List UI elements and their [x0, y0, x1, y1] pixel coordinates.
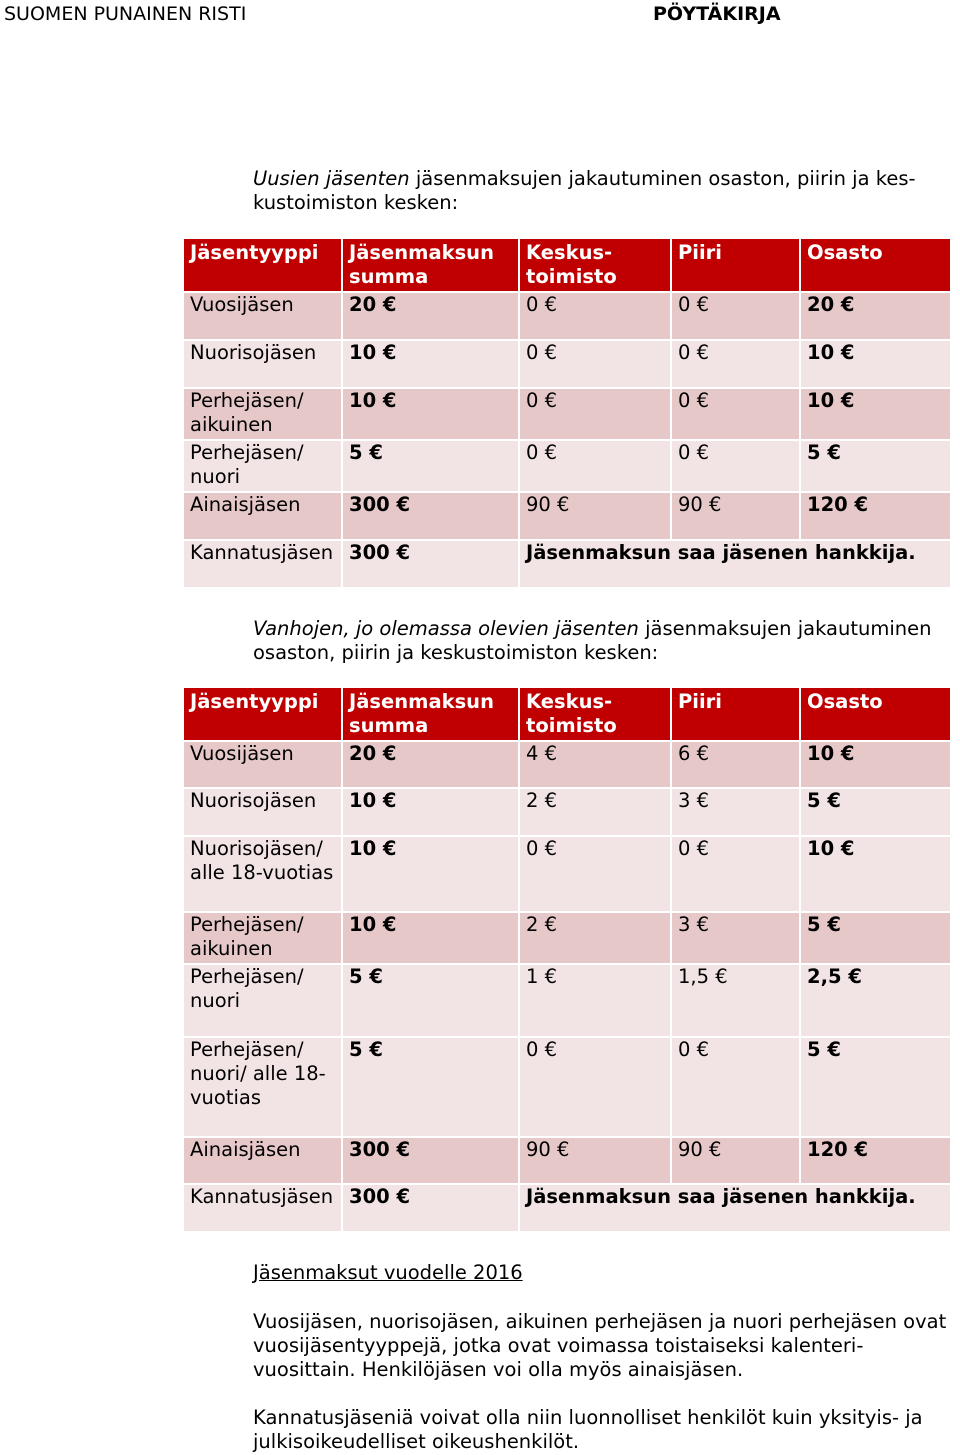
branch-share: 10 € — [801, 341, 950, 387]
district-share: 0 € — [672, 1038, 799, 1136]
fee-sum: 20 € — [343, 742, 518, 787]
table-row — [184, 389, 950, 439]
member-type: Perhejäsen/ aikuinen — [184, 913, 341, 963]
organization-name: SUOMEN PUNAINEN RISTI — [4, 3, 247, 25]
branch-share: 10 € — [801, 389, 950, 439]
district-share: 3 € — [672, 913, 799, 963]
district-share: 1,5 € — [672, 965, 799, 1036]
fee-sum: 10 € — [343, 389, 518, 439]
central-office-share: 2 € — [520, 913, 670, 963]
central-office-share: 0 € — [520, 341, 670, 387]
section2-intro-text: jäsenmaksujen jakautuminen osaston, piirin ja keskustoimiston kesken: — [253, 617, 932, 664]
existing-members-fee-table — [182, 686, 952, 1233]
document-type: PÖYTÄKIRJA — [653, 3, 781, 25]
table-row — [184, 1038, 950, 1136]
section2-intro — [253, 617, 953, 665]
section1-intro — [253, 167, 943, 215]
fee-sum: 5 € — [343, 1038, 518, 1136]
member-type: Ainaisjäsen — [184, 1138, 341, 1183]
fee-sum: 10 € — [343, 341, 518, 387]
district-share: 90 € — [672, 1138, 799, 1183]
fee-sum: 20 € — [343, 293, 518, 339]
member-type: Ainaisjäsen — [184, 493, 341, 539]
column-header: Osasto — [801, 688, 950, 740]
table-row — [184, 341, 950, 387]
central-office-share: 0 € — [520, 1038, 670, 1136]
column-header: Piiri — [672, 688, 799, 740]
fee-sum: 10 € — [343, 837, 518, 911]
member-type: Nuorisojäsen — [184, 341, 341, 387]
section2-intro-italic: Vanhojen, jo olemassa olevien jäsenten — [253, 617, 639, 640]
member-type: Vuosijäsen — [184, 293, 341, 339]
section1-intro-italic: Uusien jäsenten — [253, 167, 410, 190]
table-row — [184, 837, 950, 911]
branch-share: 5 € — [801, 1038, 950, 1136]
district-share: 0 € — [672, 837, 799, 911]
member-type: Perhejäsen/ nuori/ alle 18-vuotias — [184, 1038, 341, 1136]
central-office-share: 90 € — [520, 1138, 670, 1183]
table-row — [184, 493, 950, 539]
section1-intro-text: jäsenmaksujen jakautuminen osaston, piirin ja kes-kustoimiston kesken: — [253, 167, 916, 214]
central-office-share: 4 € — [520, 742, 670, 787]
column-header: Keskus-toimisto — [520, 239, 670, 291]
column-header: Piiri — [672, 239, 799, 291]
member-type: Vuosijäsen — [184, 742, 341, 787]
central-office-share: 0 € — [520, 441, 670, 491]
support-fee-note: Jäsenmaksun saa jäsenen hankkija. — [520, 1185, 950, 1231]
fees-2016-paragraph-1: Vuosijäsen, nuorisojäsen, aikuinen perhejäsen ja nuori perhejäsen ovat vuosijäsentyyppejä, jotka ovat voimassa toistaiseksi kalenteri-vuosittain. Henkilöjäsen voi olla myös ainaisjäsen. — [253, 1310, 947, 1381]
fee-sum: 300 € — [343, 1185, 518, 1231]
member-type: Perhejäsen/ nuori — [184, 965, 341, 1036]
column-header: Jäsenmaksun summa — [343, 688, 518, 740]
new-members-fee-table — [182, 237, 952, 589]
district-share: 0 € — [672, 441, 799, 491]
column-header: Osasto — [801, 239, 950, 291]
support-fee-note: Jäsenmaksun saa jäsenen hankkija. — [520, 541, 950, 587]
column-header: Jäsentyyppi — [184, 239, 341, 291]
central-office-share: 0 € — [520, 837, 670, 911]
member-type: Kannatusjäsen — [184, 541, 341, 587]
branch-share: 120 € — [801, 493, 950, 539]
column-header: Keskus-toimisto — [520, 688, 670, 740]
member-type: Nuorisojäsen/ alle 18-vuotias — [184, 837, 341, 911]
branch-share: 20 € — [801, 293, 950, 339]
fee-sum: 10 € — [343, 913, 518, 963]
branch-share: 120 € — [801, 1138, 950, 1183]
table-row — [184, 789, 950, 835]
member-type: Nuorisojäsen — [184, 789, 341, 835]
central-office-share: 0 € — [520, 389, 670, 439]
district-share: 0 € — [672, 341, 799, 387]
table-header-row — [184, 688, 950, 740]
fee-sum: 5 € — [343, 441, 518, 491]
fees-2016-title: Jäsenmaksut vuodelle 2016 — [253, 1261, 523, 1284]
table-row — [184, 913, 950, 963]
table-row — [184, 293, 950, 339]
branch-share: 10 € — [801, 742, 950, 787]
table-row-support — [184, 1185, 950, 1231]
member-type: Perhejäsen/ aikuinen — [184, 389, 341, 439]
member-type: Kannatusjäsen — [184, 1185, 341, 1231]
central-office-share: 1 € — [520, 965, 670, 1036]
member-type: Perhejäsen/ nuori — [184, 441, 341, 491]
table-row — [184, 441, 950, 491]
fee-sum: 10 € — [343, 789, 518, 835]
table-row-support — [184, 541, 950, 587]
district-share: 90 € — [672, 493, 799, 539]
central-office-share: 0 € — [520, 293, 670, 339]
branch-share: 5 € — [801, 441, 950, 491]
central-office-share: 90 € — [520, 493, 670, 539]
column-header: Jäsenmaksun summa — [343, 239, 518, 291]
branch-share: 5 € — [801, 789, 950, 835]
fee-sum: 300 € — [343, 541, 518, 587]
column-header: Jäsentyyppi — [184, 688, 341, 740]
fee-sum: 300 € — [343, 493, 518, 539]
branch-share: 2,5 € — [801, 965, 950, 1036]
table-row — [184, 742, 950, 787]
branch-share: 10 € — [801, 837, 950, 911]
table-row — [184, 1138, 950, 1183]
fees-2016-paragraph-2: Kannatusjäseniä voivat olla niin luonnolliset henkilöt kuin yksityis- ja julkisoikeudelliset oikeushenkilöt. — [253, 1406, 923, 1453]
district-share: 0 € — [672, 389, 799, 439]
fee-sum: 300 € — [343, 1138, 518, 1183]
district-share: 0 € — [672, 293, 799, 339]
central-office-share: 2 € — [520, 789, 670, 835]
district-share: 3 € — [672, 789, 799, 835]
table-row — [184, 965, 950, 1036]
district-share: 6 € — [672, 742, 799, 787]
table-header-row — [184, 239, 950, 291]
fee-sum: 5 € — [343, 965, 518, 1036]
branch-share: 5 € — [801, 913, 950, 963]
